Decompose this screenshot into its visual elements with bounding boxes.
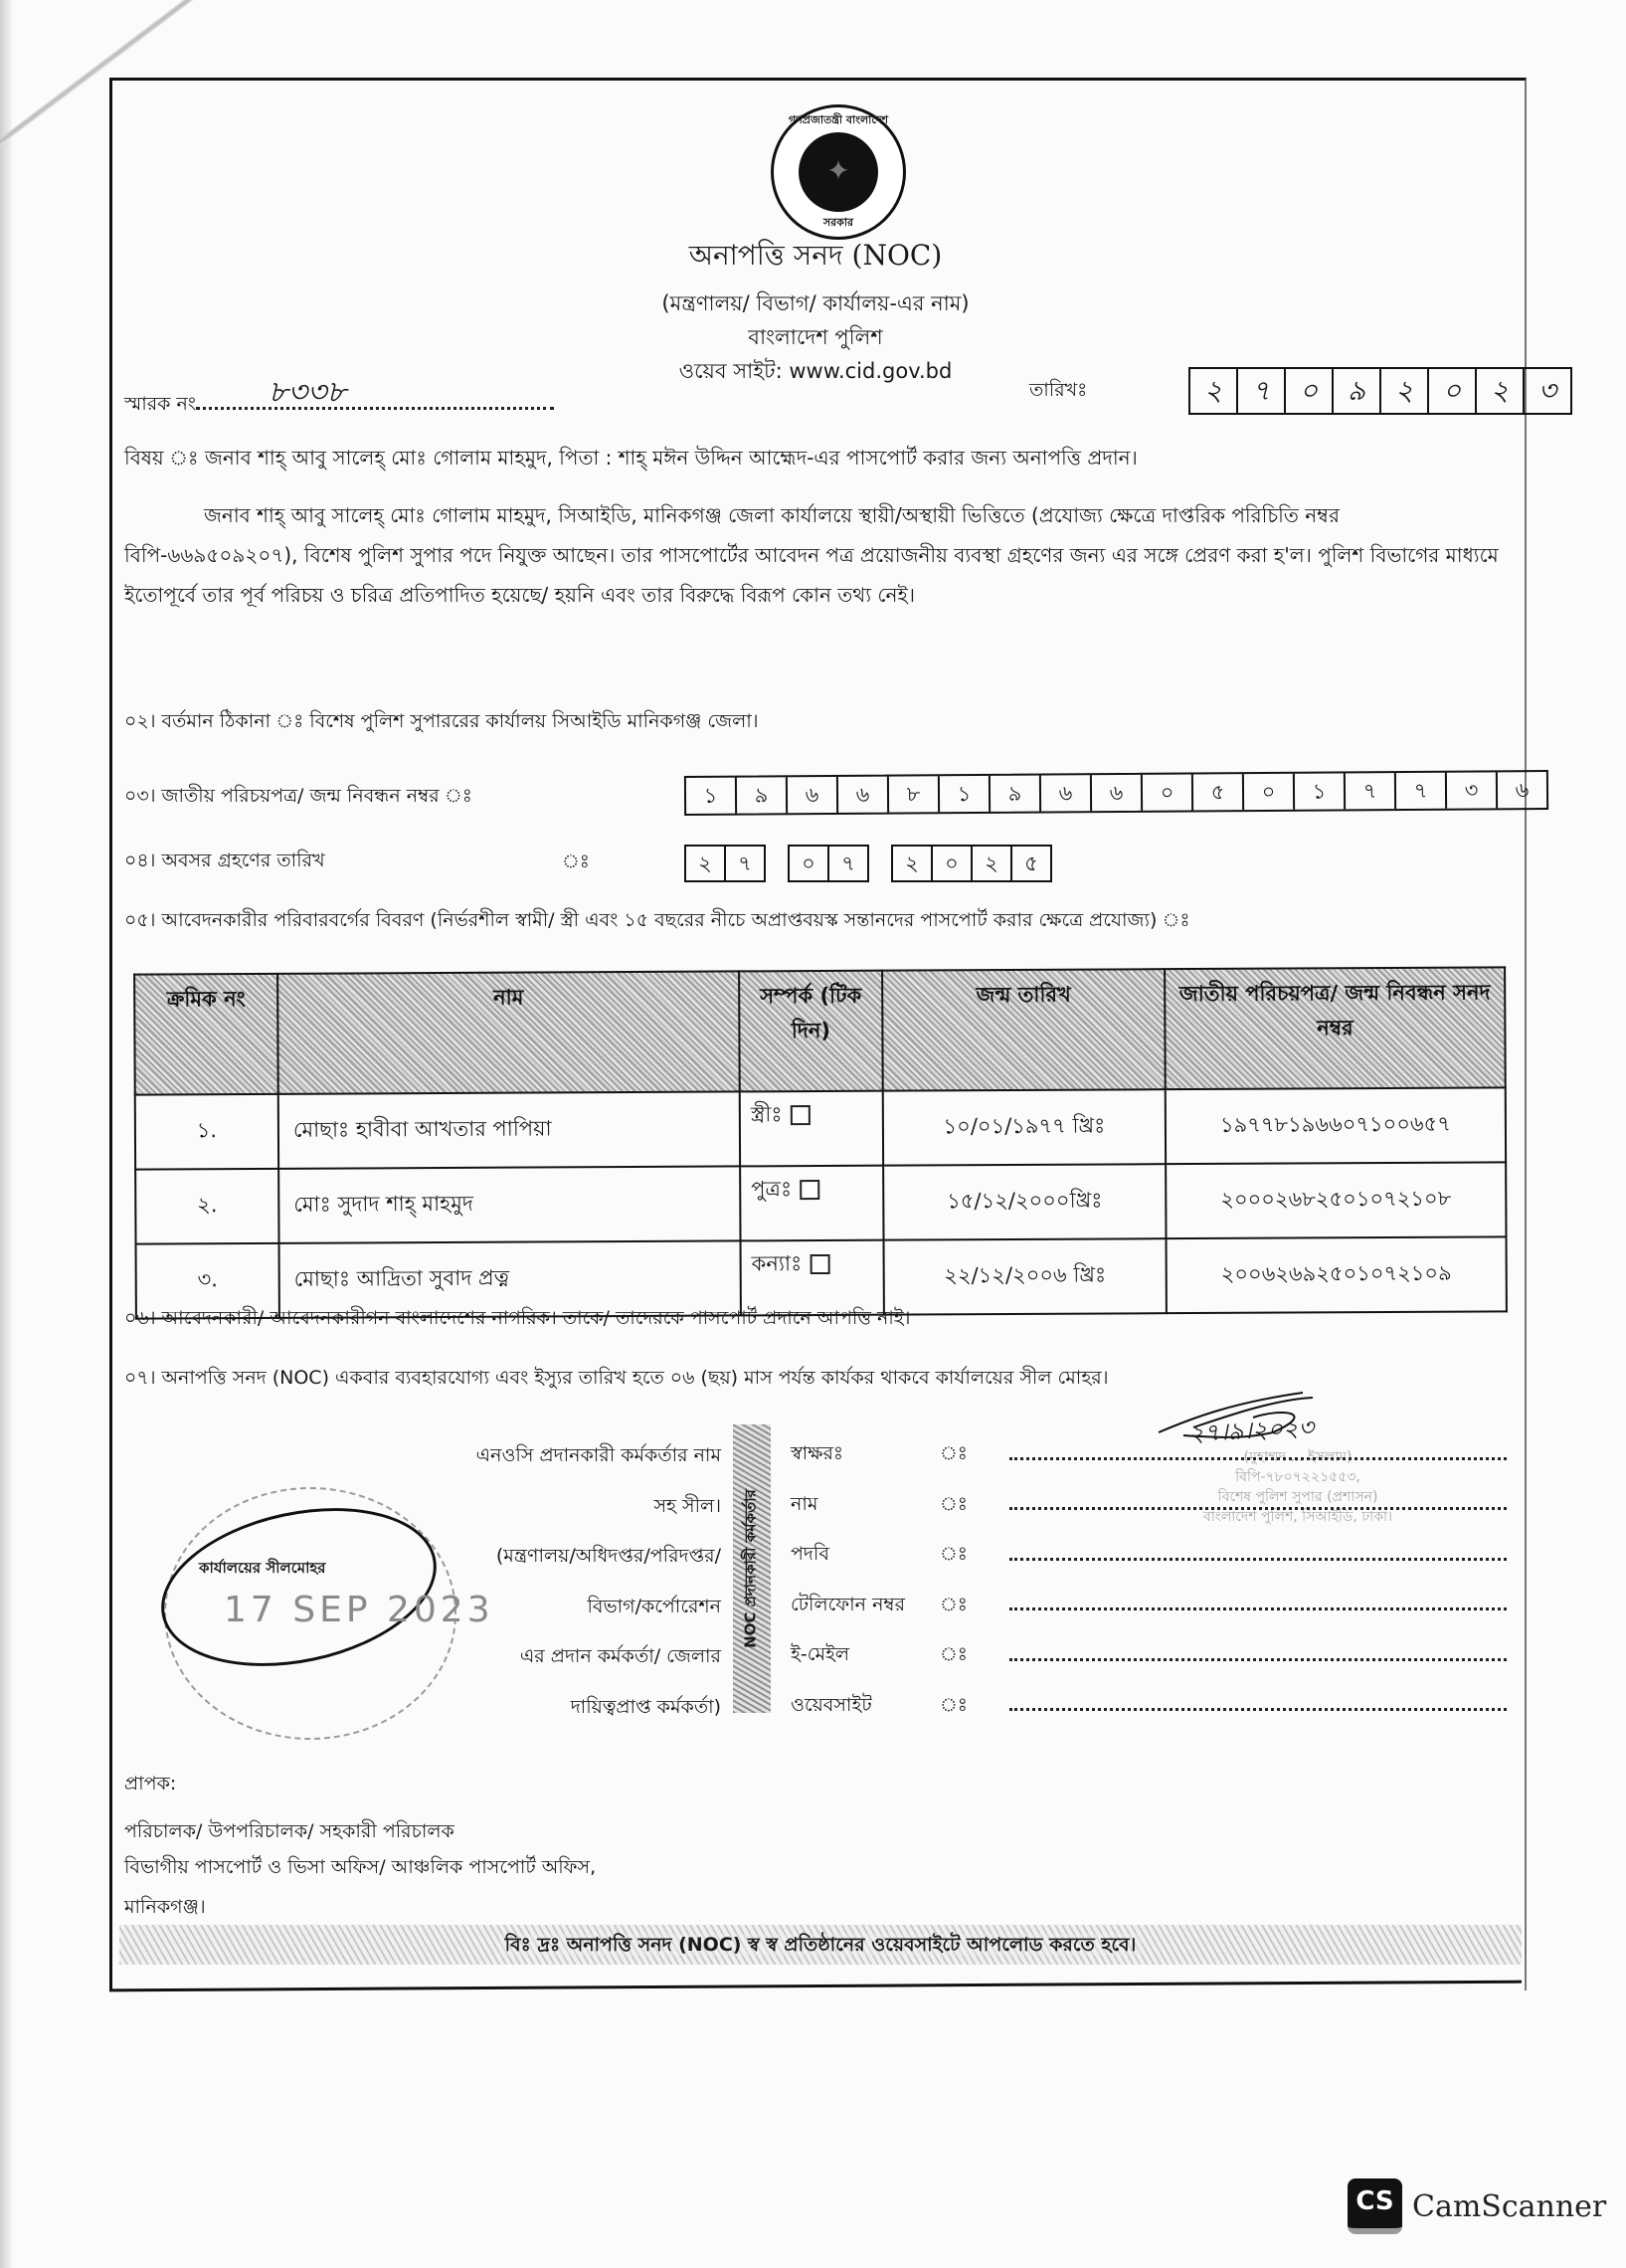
family-details-label: ০৫। আবেদনকারীর পরিবারবর্গের বিবরণ (নির্ভরশীল স্বামী/ স্ত্রী এবং ১৫ বছরের নীচে অপ্রাপ্তবয়স্ক সন্তানদের পাসপোর্ট করার ক্ষেত্রে প্রযোজ্য) ঃ <box>124 909 1190 931</box>
digit-box: ২ <box>686 847 726 880</box>
footnote-text: বিঃ দ্রঃ অনাপত্তি সনদ (NOC) স্ব স্ব প্রতিষ্ঠানের ওয়েবসাইটে আপলোড করতে হবে। <box>499 1934 1143 1956</box>
issuing-officer-label: এনওসি প্রদানকারী কর্মকর্তার নাম <box>475 1444 721 1466</box>
citizenship-statement: ০৬। আবেদনকারী/ আবেদনকারীগন বাংলাদেশের নাগরিক। তাকে/ তাদেরকে পাসপোর্ট প্রদানে আপত্তি নাই। <box>124 1307 911 1329</box>
relation-label: পুত্রঃ <box>751 1177 793 1202</box>
website-line: ওয়েব সাইট: www.cid.gov.bd <box>678 359 953 383</box>
officer-field-row <box>791 1481 1507 1532</box>
digit-box: ২ <box>973 847 1012 880</box>
memo-number-row <box>124 375 554 422</box>
officer-field-dotted-input[interactable] <box>1009 1558 1507 1561</box>
retirement-year-boxes <box>891 845 1052 882</box>
digit-box: ০ <box>790 847 829 880</box>
id-number-cell: ১৯৭৭৮১৯৬৬০৭১০০৬৫৭ <box>1166 1087 1506 1164</box>
dob-cell: ১০/০১/১৯৭৭ খ্রিঃ <box>883 1089 1166 1165</box>
digit-box: ৯ <box>737 777 788 813</box>
issuing-officer-fields <box>791 1430 1507 1732</box>
officer-field-colon: ঃ <box>940 1693 968 1716</box>
digit-box: ০ <box>1143 774 1193 810</box>
officer-field-row <box>791 1430 1507 1481</box>
officer-field-row <box>791 1582 1507 1632</box>
relation-cell <box>740 1166 883 1241</box>
digit-box: ২ <box>1190 369 1238 413</box>
recipient-line: বিভাগীয় পাসপোর্ট ও ভিসা অফিস/ আঞ্চলিক পাসপোর্ট অফিস, <box>124 1856 597 1878</box>
dob-cell: ১৫/১২/২০০০খ্রিঃ <box>883 1164 1166 1239</box>
camscanner-text: CamScanner <box>1412 2188 1607 2224</box>
camscanner-watermark <box>1348 2178 1606 2234</box>
digit-box: ১ <box>940 776 991 812</box>
digit-box: ২ <box>893 847 933 880</box>
memo-number-handwritten: ৮৩৩৮ <box>269 375 346 410</box>
digit-box: ৭ <box>841 851 855 875</box>
officer-field-colon: ঃ <box>940 1492 968 1515</box>
officer-field-label: ওয়েবসাইট <box>791 1693 872 1716</box>
validity-statement: ০৭। অনাপত্তি সনদ (NOC) একবার ব্যবহারযোগ্য এবং ইস্যুর তারিখ হতে ০৬ (ছয়) মাস পর্যন্ত কার্যকর থাকবে কার্যালয়ের সীল মোহর। <box>124 1367 1109 1389</box>
digit-box: ০ <box>933 847 973 880</box>
digit-box: ৭ <box>1346 773 1396 809</box>
digit-box: ১ <box>1295 773 1346 809</box>
officer-field-colon: ঃ <box>940 1543 968 1566</box>
serial-cell: ১. <box>135 1094 278 1170</box>
emblem-core-icon <box>799 132 878 212</box>
col-serial: ক্রমিক নং <box>134 974 278 1095</box>
digit-box: ৬ <box>1041 775 1092 811</box>
officer-stamp-line: বিশেষ পুলিশ সুপার (প্রশাসন) <box>1217 1489 1378 1505</box>
issuing-officer-label: বিভাগ/কর্পোরেশন <box>587 1595 721 1617</box>
officer-field-label: নাম <box>791 1492 818 1515</box>
officer-field-dotted-input[interactable] <box>1009 1457 1507 1460</box>
officer-stamp-line: (মুহাম্মদ ... ইসলাম) <box>1243 1449 1353 1465</box>
issuing-officer-label: দায়িত্বপ্রাপ্ত কর্মকর্তা) <box>570 1695 721 1718</box>
digit-box: ৭ <box>1238 369 1286 413</box>
relation-checkbox[interactable] <box>790 1105 810 1125</box>
document-header <box>109 234 1522 388</box>
digit-box: ৯ <box>991 776 1041 812</box>
id-number-cell: ২০০৬২৬৯২৫০১০৭২১০৯ <box>1167 1236 1507 1313</box>
nid-boxes <box>684 770 1548 816</box>
issuing-officer-labels <box>179 1430 721 1732</box>
retirement-month-boxes <box>788 845 869 882</box>
officer-field-dotted-input[interactable] <box>1009 1658 1507 1661</box>
officer-field-colon: ঃ <box>940 1442 968 1465</box>
retirement-label: ০৪। অবসর গ্রহণের তারিখ <box>124 850 325 871</box>
digit-box: ৫ <box>1193 774 1244 810</box>
recipient-line: মানিকগঞ্জ। <box>124 1896 206 1918</box>
officer-field-colon: ঃ <box>940 1593 968 1615</box>
serial-cell: ৩. <box>136 1243 279 1319</box>
family-table-row <box>135 1087 1506 1169</box>
officer-field-label: ই-মেইল <box>791 1643 850 1666</box>
organization-name: বাংলাদেশ পুলিশ <box>748 325 883 349</box>
relation-checkbox[interactable] <box>800 1180 819 1200</box>
digit-box: ৭ <box>1396 773 1447 809</box>
officer-field-dotted-input[interactable] <box>1009 1708 1507 1711</box>
family-table <box>133 966 1508 1319</box>
subject-line: বিষয় ঃ জনাব শাহ্ আবু সালেহ্ মোঃ গোলাম মাহমুদ, পিতা : শাহ্ মঈন উদ্দিন আহ্মেদ-এর পাসপোর্ট করার জন্য অনাপত্তি প্রদান। <box>124 446 1138 470</box>
retirement-date-boxes <box>684 845 1052 882</box>
digit-box: ২ <box>1477 369 1525 413</box>
officer-field-row <box>791 1682 1507 1733</box>
col-dob: জন্ম তারিখ <box>882 969 1166 1090</box>
name-cell: মোছাঃ হাবীবা আখতার পাপিয়া <box>278 1091 740 1168</box>
name-cell: মোছাঃ আদ্রিতা সুবাদ প্রত্ন <box>279 1240 741 1317</box>
digit-box: ৭ <box>738 851 752 875</box>
office-seal-label: কার্যালয়ের সীলমোহর <box>199 1559 326 1577</box>
digit-box: ৬ <box>1092 775 1143 811</box>
officer-field-label: টেলিফোন নম্বর <box>791 1593 906 1615</box>
memo-dotted-line <box>196 407 554 410</box>
digit-box: ৩ <box>1537 374 1557 407</box>
officer-stamp-line: বাংলাদেশ পুলিশ, সিআইডি, ঢাকা। <box>1202 1509 1393 1525</box>
digit-box: ১ <box>686 778 737 814</box>
family-table-header <box>134 967 1506 1094</box>
recipient-block <box>124 1766 596 1925</box>
retirement-day-boxes <box>684 845 766 882</box>
col-id-number: জাতীয় পরিচয়পত্র/ জন্ম নিবন্ধন সনদ নম্বর <box>1165 967 1506 1089</box>
officer-field-dotted-input[interactable] <box>1009 1507 1507 1510</box>
relation-checkbox[interactable] <box>810 1254 829 1274</box>
relation-cell <box>740 1091 883 1167</box>
emblem-bottom-text: সরকার <box>822 216 854 229</box>
dob-cell: ২২/১২/২০০৬ খ্রিঃ <box>884 1238 1167 1314</box>
relation-label: স্ত্রীঃ <box>750 1102 783 1127</box>
officer-field-label: পদবি <box>791 1543 829 1566</box>
digit-box: ০ <box>1429 369 1477 413</box>
recipient-heading: প্রাপক: <box>124 1773 177 1795</box>
relation-label: কন্যাঃ <box>751 1251 803 1276</box>
date-label: তারিখঃ <box>1029 379 1088 401</box>
current-address: ০২। বর্তমান ঠিকানা ঃ বিশেষ পুলিশ সুপাররের কার্যালয় সিআইডি মানিকগঞ্জ জেলা। <box>124 710 759 732</box>
officer-field-label: স্বাক্ষরঃ <box>791 1442 844 1465</box>
digit-box: ৩ <box>1447 772 1498 808</box>
camscanner-logo-icon: CS <box>1348 2178 1402 2234</box>
digit-box: ৬ <box>1515 778 1530 803</box>
nid-label: ০৩। জাতীয় পরিচয়পত্র/ জন্ম নিবন্ধন নম্বর ঃ <box>124 785 472 807</box>
serial-cell: ২. <box>135 1169 278 1244</box>
digit-box: ২ <box>1381 369 1429 413</box>
col-relation: সম্পর্ক (টিক দিন) <box>739 971 883 1092</box>
issuing-officer-label: সহ সীল। <box>653 1494 721 1517</box>
family-table-row <box>135 1162 1506 1243</box>
digit-box: ৬ <box>838 777 889 813</box>
footnote-banner <box>119 1925 1522 1965</box>
office-seal-date: 17 SEP 2023 <box>224 1590 494 1630</box>
digit-box: ০ <box>1244 774 1295 810</box>
issuing-officer-label: (মন্ত্রণালয়/অধিদপ্তর/পরিদপ্তর/ <box>495 1545 721 1567</box>
government-emblem-seal <box>771 104 906 240</box>
digit-box: ০ <box>1286 369 1334 413</box>
signed-date-handwritten: ২৭।৯।২০২৩ <box>1187 1413 1315 1448</box>
document-title: অনাপত্তি সনদ (NOC) <box>688 239 943 272</box>
officer-field-dotted-input[interactable] <box>1009 1607 1507 1610</box>
officer-field-row <box>791 1531 1507 1582</box>
page-fold-shadow <box>0 0 12 2268</box>
body-paragraph: জনাব শাহ্ আবু সালেহ্ মোঃ গোলাম মাহমুদ, সিআইডি, মানিকগঞ্জ জেলা কার্যালয়ে স্থায়ী/অস্থায়ী ভিত্তিতে (প্রযোজ্য ক্ষেত্রে দাপ্তরিক পরিচিতি নম্বর বিপি-৬৬৯৫০৯২০৭), বিশেষ পুলিশ সুপার পদে নিযুক্ত আছেন। তার পাসপোর্টের আবেদন পত্র প্রয়োজনীয় ব্যবস্থা গ্রহণের জন্য এর সঙ্গে প্রেরণ করা হ'ল। পুলিশ বিভাগের মাধ্যমে ইতোপূর্বে তার পূর্ব পরিচয় ও চরিত্র প্রতিপাদিত হয়েছে/ হয়নি এবং তার বিরুদ্ধে বিরূপ কোন তথ্য নেই। <box>124 503 1499 607</box>
memo-label: স্মারক নং <box>124 393 197 415</box>
digit-box: ৯ <box>1334 369 1381 413</box>
digit-box: ৬ <box>788 777 838 813</box>
recipient-line: পরিচালক/ উপপরিচালক/ সহকারী পরিচালক <box>124 1820 454 1842</box>
retirement-colon: ঃ <box>562 850 590 872</box>
digit-box: ৫ <box>1024 851 1038 875</box>
noc-strip-text: NOC প্রদানকারী কর্মকর্তার <box>741 1489 760 1648</box>
id-number-cell: ২০০০২৬৮২৫০১০৭২১০৮ <box>1166 1162 1506 1238</box>
officer-field-row <box>791 1631 1507 1682</box>
officer-field-colon: ঃ <box>940 1643 968 1666</box>
officer-stamp-line: বিপি-৭৮০৭২২১৫৫৩, <box>1235 1469 1360 1485</box>
name-cell: মোঃ সুদাদ শাহ্ মাহমুদ <box>278 1166 740 1242</box>
col-name: নাম <box>277 971 740 1093</box>
digit-box: ৮ <box>889 776 940 812</box>
noc-officer-strip <box>733 1424 771 1713</box>
issuing-officer-label: এর প্রদান কর্মকর্তা/ জেলার <box>519 1645 721 1667</box>
document-subtitle: (মন্ত্রণালয়/ বিভাগ/ কার্যালয়-এর নাম) <box>661 291 970 315</box>
date-boxes <box>1188 367 1572 415</box>
emblem-top-text: গণপ্রজাতন্ত্রী বাংলাদেশ <box>788 113 889 126</box>
